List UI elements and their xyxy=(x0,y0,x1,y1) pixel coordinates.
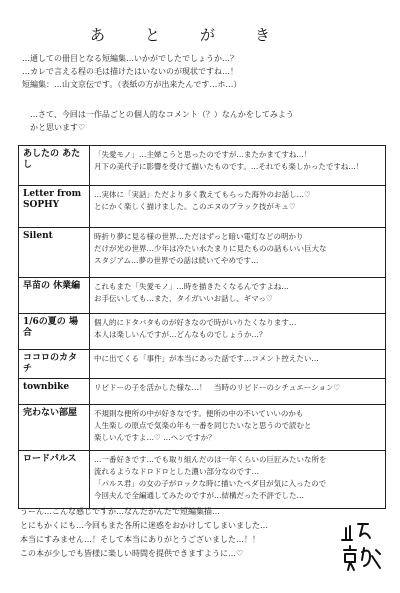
story-title: あしたの あたし xyxy=(19,146,90,186)
story-comment xyxy=(90,228,386,278)
table-row xyxy=(19,186,386,228)
story-comment xyxy=(90,350,386,379)
table-row xyxy=(19,146,386,186)
comment-line: 月下の美代子に影響を受けて描いたものです。…それでも楽しかったですね…！ xyxy=(94,162,364,171)
story-title: ロードパルス xyxy=(19,451,90,509)
intro-line: 短編集：…山文京伝です。（表紙の方が出来たんです…ホ…） xyxy=(22,80,242,89)
comment-line: 流れるようなドロドロとした濃い部分なのです… xyxy=(94,467,259,476)
comment-line: お手伝いしても…また、タイガいいお話し、ギマっ♡ xyxy=(94,294,273,303)
comment-line: 個人的にドタバタものが好きなので時がいりたくなります… xyxy=(94,318,297,327)
intro-line: かと思います♡ xyxy=(30,123,86,132)
story-title: 早苗の 休業編 xyxy=(19,278,90,314)
comment-line: とにかく楽しく描けました。このエヌのブラック技がキュ♡ xyxy=(94,202,296,211)
comment-line: 本人は楽しいんですが…どんなものでしょうか…？ xyxy=(94,330,267,339)
comment-line: 人生楽しの原点で気楽の年も一番を同じたいなと思うので読むと xyxy=(94,421,312,430)
closing-line: この本が少しでも皆様に楽しい時間を提供できますように…♡ xyxy=(20,549,244,558)
closing-paragraph xyxy=(20,505,320,561)
comment-line: 楽しいんですよ…♡ …ヘンですか？ xyxy=(94,433,216,442)
page-title: あとがき xyxy=(89,26,310,44)
story-comments-table xyxy=(18,145,386,509)
story-title: 完わない部屋 xyxy=(19,405,90,451)
table-row xyxy=(19,314,386,350)
closing-line: うーん…こんな感じですか…なんだかんだで短編集描… xyxy=(20,507,220,516)
table-row xyxy=(19,405,386,451)
intro-paragraph-2 xyxy=(30,108,380,134)
comment-line: 「失愛モノ」…主婦こうと思ったのですが…またかまてすね…！ xyxy=(94,150,312,159)
story-comment xyxy=(90,146,386,186)
story-title: Letter from SOPHY xyxy=(19,186,90,228)
signature-icon xyxy=(340,520,384,580)
comment-line: …実体に「実話」ただより多く教えてもらった海外のお話し…♡ xyxy=(94,190,311,199)
comment-line: 時折り夢に見る様の世界…ただはずっと暗い電灯などの明かり xyxy=(94,232,304,241)
table-row xyxy=(19,228,386,278)
comment-line: 今回夫んで全編通してみたのですが…結構だった不評でした… xyxy=(94,491,304,500)
intro-paragraph xyxy=(22,52,382,91)
intro-line: …カレで言える程の毛は描けたはいないのが現状ですね…！ xyxy=(22,67,238,76)
table-row xyxy=(19,278,386,314)
intro-line: …さて、今回は一作品ごとの個人的なコメント（？）なんかをしてみよう xyxy=(30,110,294,119)
comment-line: スタジアム…夢の世界での話は続いてやめです… xyxy=(94,256,259,265)
comment-line: 「パルス君」の女の子がロックな時に描いたペダ目が気に入ったので xyxy=(94,479,327,488)
intro-line: …通しての冊目となる短編集…いかがでしたでしょうか…？ xyxy=(22,54,238,63)
comment-line: リビドーの子を活かした様な…！ 当時のリビドーのシチュエーション♡ xyxy=(94,383,341,392)
comment-line: これもまた「失愛モノ」…時を描きたくなるんですよね… xyxy=(94,282,289,291)
table-row xyxy=(19,350,386,379)
story-comment xyxy=(90,451,386,509)
closing-line: とにもかくにも…今回もまた各所に迷惑をおかけしてしまいました… xyxy=(20,521,268,530)
table-row xyxy=(19,379,386,405)
comment-line: だけが光の世界…少年は冷たい水たまりに見たものの話もいい巨大な xyxy=(94,244,327,253)
story-comment xyxy=(90,405,386,451)
story-comment xyxy=(90,186,386,228)
comment-line: 中に出てくる「事件」が本当にあった話です…コメント控えたい… xyxy=(94,354,319,363)
story-title: Silent xyxy=(19,228,90,278)
table-row xyxy=(19,451,386,509)
closing-line: 本当にすみません…！そして本当にありがとうございました…！！ xyxy=(20,535,260,544)
comment-line: 不規則な便所の中が好きなです。便所の中の不いていいのかも xyxy=(94,409,304,418)
comment-line: …一番好きです…でも取り組んだのは一年くらいの巨匠みたいな所を xyxy=(94,455,327,464)
story-title: ココロのカタチ xyxy=(19,350,90,379)
author-signature xyxy=(340,520,384,580)
story-title: townbike xyxy=(19,379,90,405)
story-title: 1/6の夏の 場合 xyxy=(19,314,90,350)
story-comment xyxy=(90,314,386,350)
story-comment xyxy=(90,278,386,314)
story-comment xyxy=(90,379,386,405)
